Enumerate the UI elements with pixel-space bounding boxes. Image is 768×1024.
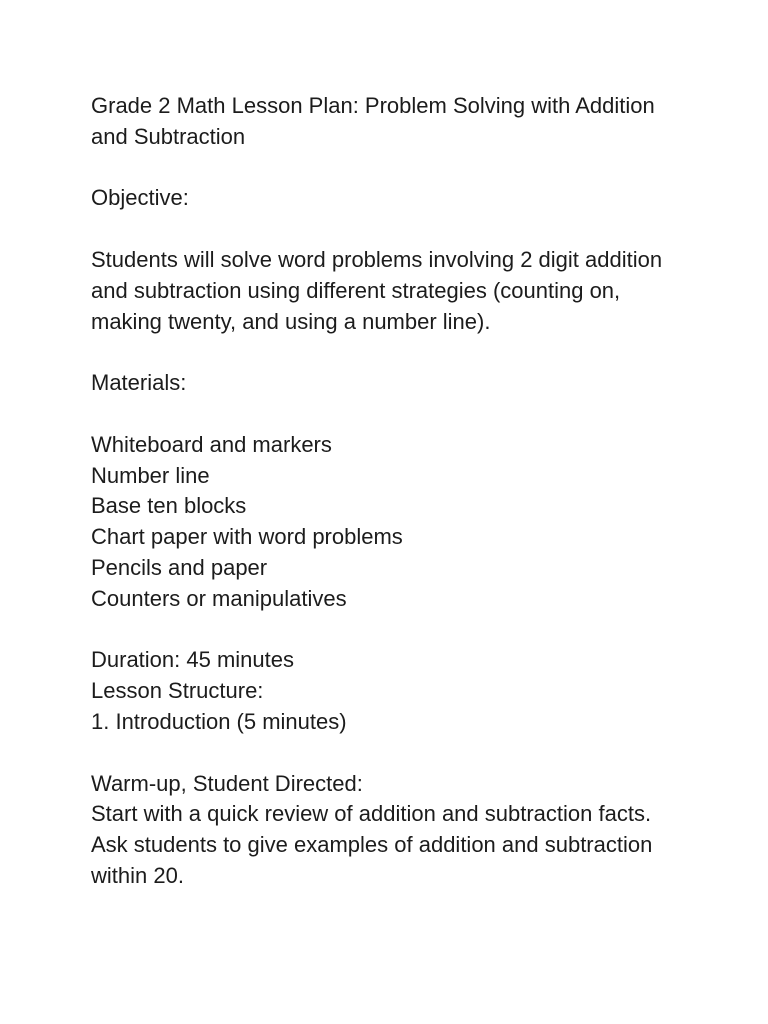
lesson-structure-heading: Lesson Structure:: [91, 678, 264, 704]
objective-text: Students will solve word problems involving 2 digit addition and subtraction using different strategies (counting on, making twenty, and using a number line).: [91, 246, 663, 334]
materials-list: [91, 430, 691, 615]
spacer: [91, 738, 691, 769]
lesson-step-introduction: 1. Introduction (5 minutes): [91, 708, 347, 734]
materials-item: Pencils and paper: [91, 554, 268, 580]
warm-up-heading: Warm-up, Student Directed:: [91, 770, 363, 796]
document-body: [91, 91, 691, 892]
warm-up-text: Start with a quick review of addition and subtraction facts. Ask students to give examples of addition and subtraction within 20.: [91, 801, 653, 888]
spacer: [91, 399, 691, 430]
spacer: [91, 214, 691, 245]
spacer: [91, 615, 691, 646]
page-title: Grade 2 Math Lesson Plan: Problem Solving with Addition and Subtraction: [91, 93, 655, 149]
duration-text: Duration: 45 minutes: [91, 647, 294, 673]
objective-heading: Objective:: [91, 185, 189, 211]
spacer: [91, 153, 691, 184]
materials-item: Whiteboard and markers: [91, 431, 332, 457]
materials-heading: Materials:: [91, 370, 187, 396]
materials-item: Number line: [91, 462, 210, 488]
spacer: [91, 337, 691, 368]
materials-item: Chart paper with word problems: [91, 524, 403, 550]
materials-item: Counters or manipulatives: [91, 585, 347, 611]
materials-item: Base ten blocks: [91, 493, 247, 519]
